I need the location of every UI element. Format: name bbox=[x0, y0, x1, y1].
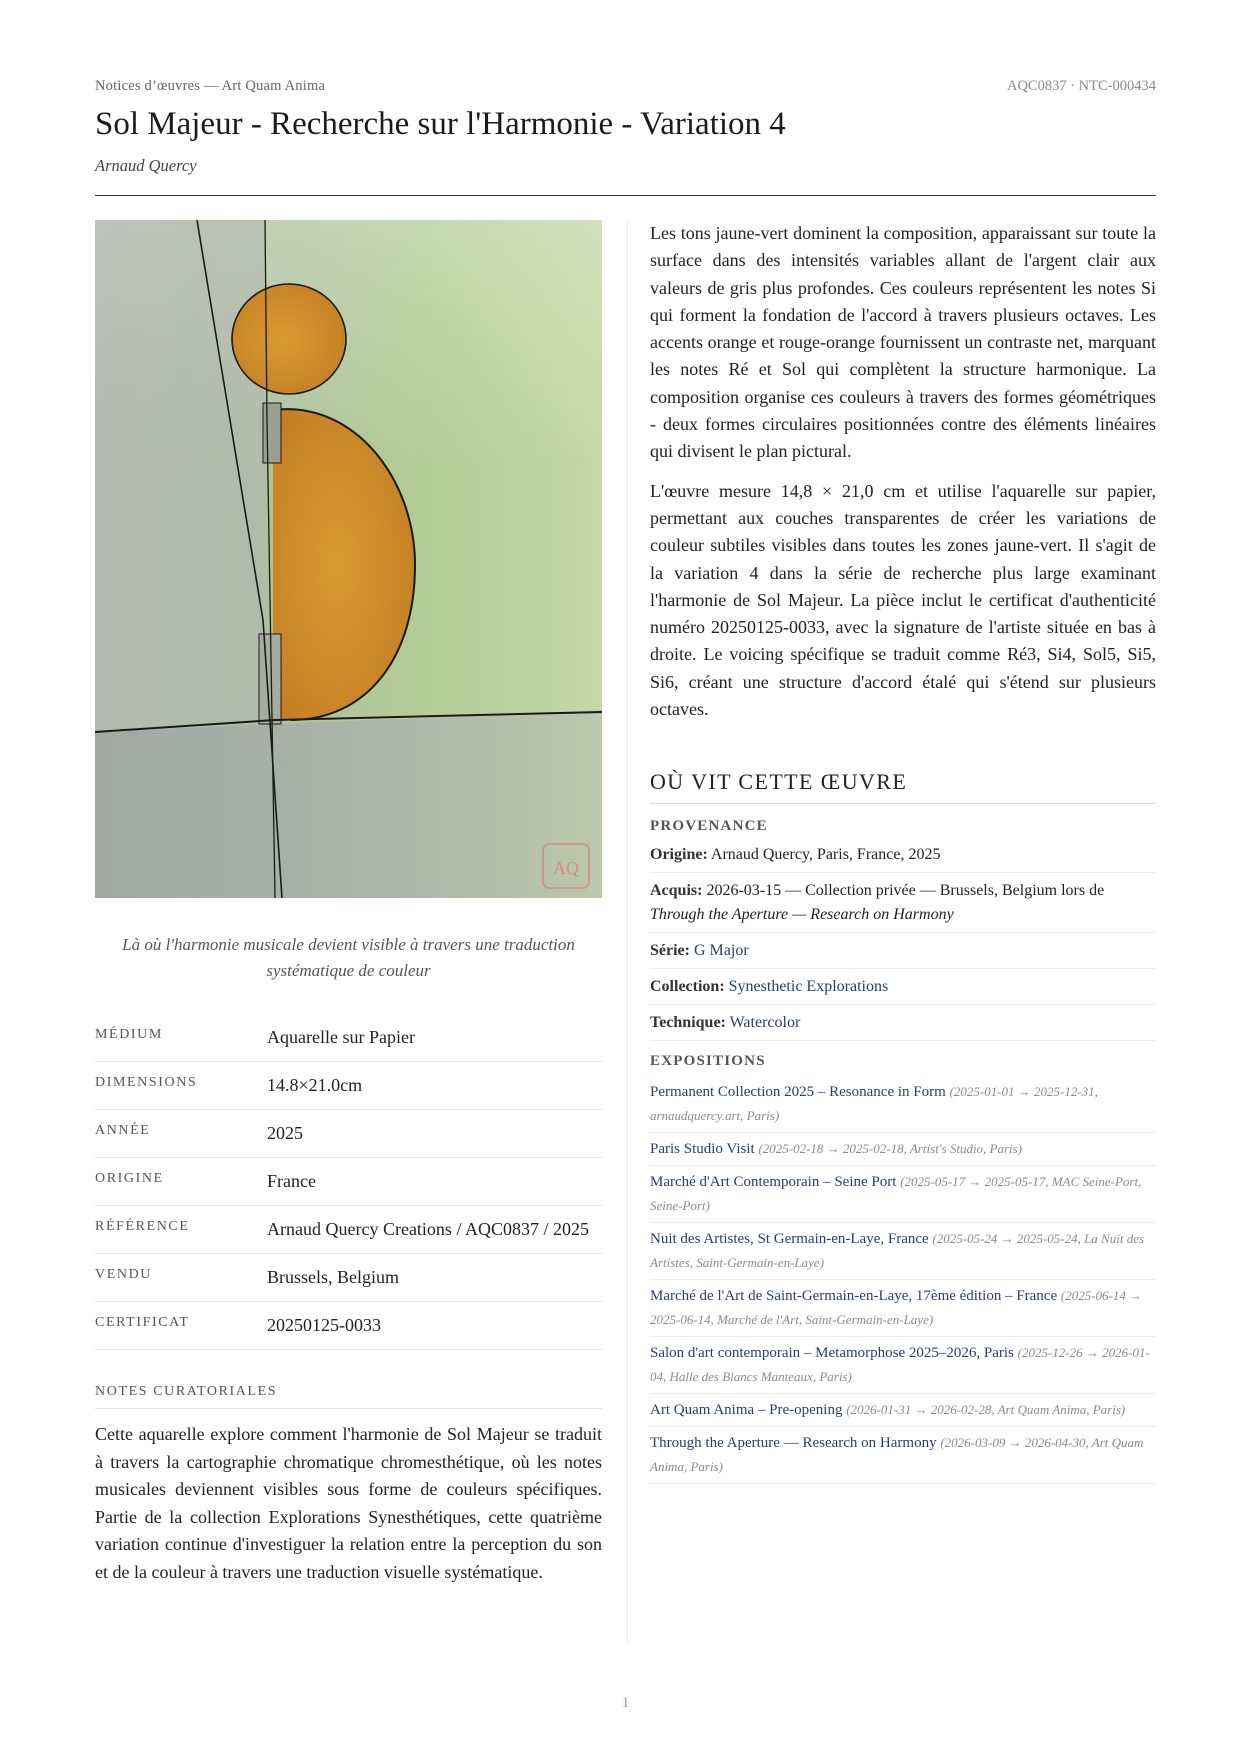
exhibition-meta: (2026-03-09 → 2026-04-30, Art Quam Anima, Paris) bbox=[650, 1435, 1144, 1475]
exhibition-title-link[interactable]: Through the Aperture — Research on Harmony bbox=[650, 1435, 937, 1452]
provenance-acquired bbox=[650, 873, 1156, 933]
meta-label: ANNÉE bbox=[95, 1123, 151, 1138]
meta-label: MÉDIUM bbox=[95, 1027, 163, 1042]
acquired-label: Acquis: bbox=[650, 882, 703, 900]
exhibitions-heading: EXPOSITIONS bbox=[650, 1053, 766, 1070]
meta-row-sold bbox=[95, 1254, 602, 1302]
description-paragraph: Les tons jaune-vert dominent la composition, apparaissant sur toute la surface dans des intensités variables allant de l'argent clair aux valeurs de gris plus profondes. Ces couleurs représentent les notes Si qui forment la fondation de l'accord à travers plusieurs octaves. Les accents orange et rouge-orange fournissent un contraste net, marquant les notes Ré et Sol qui complètent la structure harmonique. La composition organise ces couleurs à travers des formes géométriques - deux formes circulaires positionnées contre des éléments linéaires qui divisent le plan pictural. bbox=[650, 223, 1156, 462]
meta-label: ORIGINE bbox=[95, 1171, 164, 1186]
collection-link[interactable]: Synesthetic Explorations bbox=[728, 978, 889, 996]
meta-row-reference bbox=[95, 1206, 602, 1254]
meta-value: 20250125-0033 bbox=[267, 1315, 381, 1335]
meta-label: DIMENSIONS bbox=[95, 1075, 198, 1090]
meta-row-origin bbox=[95, 1158, 602, 1206]
meta-value: 2025 bbox=[267, 1123, 303, 1143]
where-heading: OÙ VIT CETTE ŒUVRE bbox=[650, 769, 1156, 804]
meta-value: Arnaud Quercy Creations / AQC0837 / 2025 bbox=[267, 1219, 589, 1239]
meta-row-medium bbox=[95, 1014, 602, 1062]
artwork-image bbox=[95, 220, 602, 898]
exhibition-meta: (2025-02-18 → 2025-02-18, Artist's Studio, Paris) bbox=[758, 1141, 1023, 1157]
left-column bbox=[95, 220, 602, 1586]
exhibition-item bbox=[650, 1280, 1156, 1337]
site-name: Notices d’œuvres — Art Quam Anima bbox=[95, 78, 326, 94]
exhibition-title-link[interactable]: Marché de l'Art de Saint-Germain-en-Laye, 17ème édition – France bbox=[650, 1288, 1058, 1305]
provenance-technique bbox=[650, 1005, 1156, 1041]
exhibition-title-link[interactable]: Paris Studio Visit bbox=[650, 1141, 755, 1158]
series-link[interactable]: G Major bbox=[693, 942, 749, 960]
meta-value: France bbox=[267, 1171, 316, 1191]
artwork-caption: Là où l'harmonie musicale devient visible à travers une traduction systématique de couleur bbox=[122, 935, 575, 980]
meta-label: VENDU bbox=[95, 1267, 152, 1282]
exhibition-meta: (2026-01-31 → 2026-02-28, Art Quam Anima, Paris) bbox=[846, 1402, 1126, 1418]
exhibition-meta: (2025-05-24 → 2025-05-24, La Nuit des Artistes, Saint-Germain-en-Laye) bbox=[650, 1231, 1145, 1271]
meta-label: RÉFÉRENCE bbox=[95, 1219, 190, 1234]
page-number: 1 bbox=[621, 1695, 630, 1711]
column-divider bbox=[627, 222, 628, 1642]
exhibition-item bbox=[650, 1427, 1156, 1484]
origin-value: Arnaud Quercy, Paris, France, 2025 bbox=[710, 846, 941, 864]
header-rule bbox=[95, 195, 1156, 196]
exhibition-item bbox=[650, 1223, 1156, 1280]
description-paragraph: L'œuvre mesure 14,8 × 21,0 cm et utilise l'aquarelle sur papier, permettant aux couches transparentes de créer les variations de couleur subtiles visibles dans toutes les zones jaune-vert. Il s'agit de la variation 4 dans la série de recherche plus large examinant l'harmonie de Sol Majeur. La pièce inclut le certificat d'authenticité numéro 20250125-0033, avec la signature de l'artiste située en bas à droite. Le voicing spécifique se traduit comme Ré3, Si4, Sol5, Si5, Si6, créant une structure d'accord étalé qui s'étend sur plusieurs octaves. bbox=[650, 480, 1156, 720]
artwork-description bbox=[650, 220, 1156, 723]
exhibition-item bbox=[650, 1166, 1156, 1223]
series-label: Série: bbox=[650, 942, 690, 960]
acquired-event: Through the Aperture — Research on Harmony bbox=[650, 906, 954, 924]
exhibition-title-link[interactable]: Permanent Collection 2025 – Resonance in Form bbox=[650, 1084, 946, 1101]
exhibition-meta: (2025-06-14 → 2025-06-14, Marché de l'Art, Saint-Germain-en-Laye) bbox=[650, 1288, 1143, 1328]
exhibition-title-link[interactable]: Art Quam Anima – Pre-opening bbox=[650, 1402, 843, 1419]
curatorial-notes-heading: NOTES CURATORIALES bbox=[95, 1384, 602, 1409]
meta-value: Brussels, Belgium bbox=[267, 1267, 400, 1287]
exhibition-item bbox=[650, 1337, 1156, 1394]
exhibition-title-link[interactable]: Nuit des Artistes, St Germain-en-Laye, France bbox=[650, 1231, 929, 1248]
acquired-value: 2026-03-15 — Collection privée — Brussels, Belgium lors de bbox=[706, 882, 1105, 900]
meta-row-certificate bbox=[95, 1302, 602, 1350]
exhibition-item bbox=[650, 1076, 1156, 1133]
artist-name: Arnaud Quercy bbox=[95, 156, 197, 175]
meta-row-year bbox=[95, 1110, 602, 1158]
origin-label: Origine: bbox=[650, 846, 708, 864]
exhibition-meta: (2025-12-26 → 2026-01-04, Halle des Blancs Manteaux, Paris) bbox=[650, 1345, 1150, 1385]
meta-value: 14.8×21.0cm bbox=[267, 1075, 363, 1095]
artwork-title: Sol Majeur - Recherche sur l'Harmonie - Variation 4 bbox=[95, 106, 786, 142]
curatorial-notes-body: Cette aquarelle explore comment l'harmonie de Sol Majeur se traduit à travers la cartographie chromatique chromesthétique, où les notes musicales deviennent visibles sous forme de couleurs spécifiques. Partie de la collection Explorations Synesthétiques, cette quatrième variation continue d'investiguer la relation entre la perception du son et de la couleur à travers une traduction visuelle systématique. bbox=[95, 1424, 602, 1582]
exhibition-meta: (2025-05-17 → 2025-05-17, MAC Seine-Port, Seine-Port) bbox=[650, 1174, 1142, 1214]
right-column bbox=[650, 220, 1156, 1484]
document-page bbox=[95, 0, 1156, 1754]
meta-row-dimensions bbox=[95, 1062, 602, 1110]
provenance-origin bbox=[650, 835, 1156, 873]
meta-label: CERTIFICAT bbox=[95, 1315, 190, 1330]
exhibition-title-link[interactable]: Salon d'art contemporain – Metamorphose 2025–2026, Paris bbox=[650, 1345, 1014, 1362]
provenance-series bbox=[650, 933, 1156, 969]
exhibition-meta: (2025-01-01 → 2025-12-31, arnaudquercy.art, Paris) bbox=[650, 1084, 1098, 1124]
collection-label: Collection: bbox=[650, 978, 725, 996]
provenance-heading: PROVENANCE bbox=[650, 818, 768, 835]
provenance-collection bbox=[650, 969, 1156, 1005]
exhibition-title-link[interactable]: Marché d'Art Contemporain – Seine Port bbox=[650, 1174, 897, 1191]
technique-label: Technique: bbox=[650, 1014, 726, 1032]
exhibition-item bbox=[650, 1394, 1156, 1427]
metadata-table bbox=[95, 1014, 602, 1350]
reference-code: AQC0837 · NTC-000434 bbox=[1006, 78, 1156, 94]
meta-value: Aquarelle sur Papier bbox=[267, 1027, 415, 1047]
technique-link[interactable]: Watercolor bbox=[729, 1014, 801, 1032]
artist-stamp: AQ bbox=[553, 858, 579, 878]
exhibition-item bbox=[650, 1133, 1156, 1166]
